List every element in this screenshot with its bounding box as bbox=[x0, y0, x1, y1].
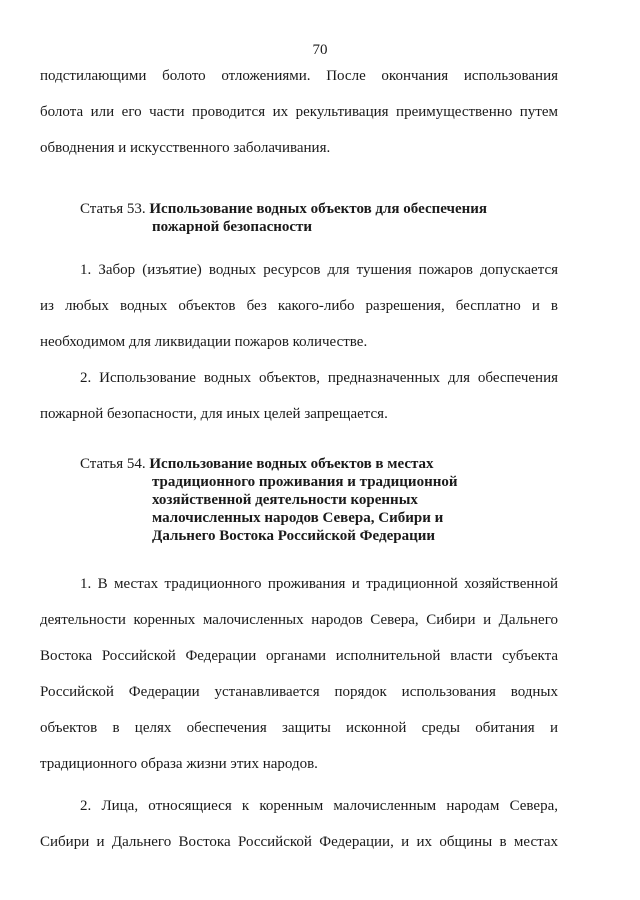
paragraph-line: 2. Лица, относящиеся к коренным малочисленным народам Севера, bbox=[80, 798, 558, 814]
paragraph-line: из любых водных объектов без какого-либо разрешения, бесплатно и в bbox=[40, 298, 558, 314]
paragraph-line: пожарной безопасности, для иных целей запрещается. bbox=[40, 406, 388, 422]
paragraph-line: подстилающими болото отложениями. После окончания использования bbox=[40, 68, 558, 84]
paragraph-line: Востока Российской Федерации органами исполнительной власти субъекта bbox=[40, 648, 558, 664]
paragraph-line: 2. Использование водных объектов, предназначенных для обеспечения bbox=[80, 370, 558, 386]
paragraph-line: болота или его части проводится их рекультивация преимущественно путем bbox=[40, 104, 558, 120]
article-title-line: традиционного проживания и традиционной bbox=[152, 474, 458, 490]
article-53-heading bbox=[80, 200, 560, 236]
paragraph-line: Сибири и Дальнего Востока Российской Федерации, и их общины в местах bbox=[40, 834, 558, 850]
article-title-line: Дальнего Востока Российской Федерации bbox=[152, 528, 436, 544]
article-title-line: Использование водных объектов для обеспечения bbox=[149, 201, 488, 217]
paragraph-line: Российской Федерации устанавливается порядок использования водных bbox=[40, 684, 558, 700]
article-number: Статья 54. bbox=[80, 456, 146, 472]
article-title-line: Использование водных объектов в местах bbox=[149, 456, 434, 472]
paragraph-line: объектов в целях обеспечения защиты исконной среды обитания и bbox=[40, 720, 558, 736]
paragraph-line: 1. Забор (изъятие) водных ресурсов для тушения пожаров допускается bbox=[80, 262, 558, 278]
article-title-line: пожарной безопасности bbox=[152, 219, 313, 235]
paragraph-line: обводнения и искусственного заболачивания. bbox=[40, 140, 331, 156]
article-title-line: хозяйственной деятельности коренных bbox=[152, 492, 418, 508]
article-title-line: малочисленных народов Севера, Сибири и bbox=[152, 510, 444, 526]
paragraph-line: деятельности коренных малочисленных народов Севера, Сибири и Дальнего bbox=[40, 612, 558, 628]
paragraph-line: необходимом для ликвидации пожаров количестве. bbox=[40, 334, 368, 350]
paragraph-line: традиционного образа жизни этих народов. bbox=[40, 756, 318, 772]
article-number: Статья 53. bbox=[80, 201, 146, 217]
paragraph-line: 1. В местах традиционного проживания и традиционной хозяйственной bbox=[80, 576, 558, 592]
page-number: 70 bbox=[312, 42, 328, 58]
article-54-heading bbox=[80, 455, 560, 545]
